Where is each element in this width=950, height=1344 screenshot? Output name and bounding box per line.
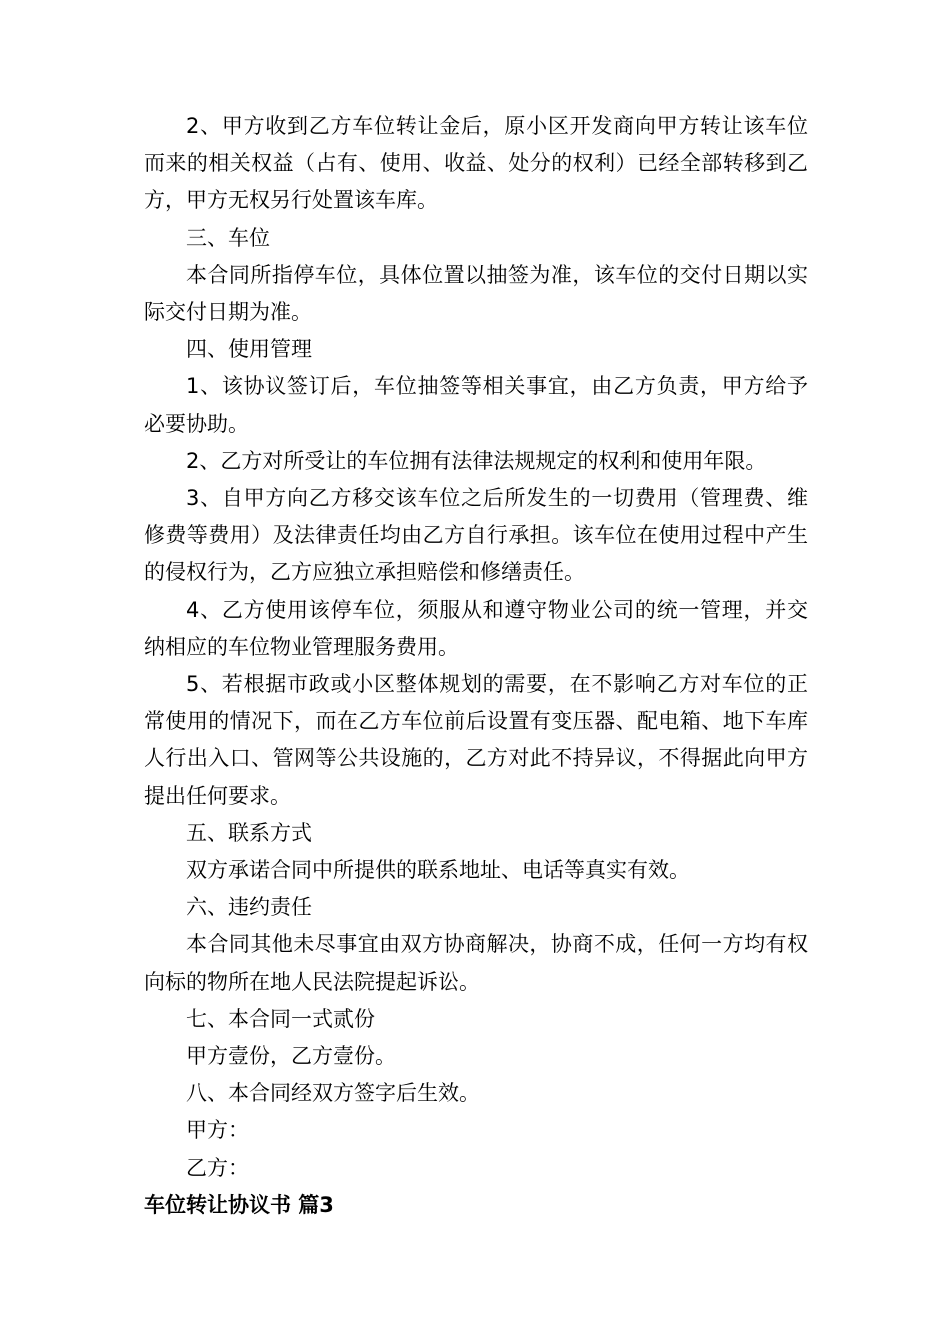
party-a-signature-line: 甲方： [186, 1118, 249, 1143]
section-title-effective: 八、本合同经双方签字后生效。 [186, 1081, 480, 1106]
section-title-usage-management: 四、使用管理 [186, 337, 312, 362]
party-b-signature-line: 乙方： [186, 1155, 249, 1180]
paragraph-property-management: 4、乙方使用该停车位，须服从和遵守物业公司的统一管理，并交纳相应的车位物业管理服务费用。 [144, 597, 808, 659]
paragraph-lottery-matters: 1、该协议签订后，车位抽签等相关事宜，由乙方负责，甲方给予必要协助。 [144, 374, 808, 436]
section-heading: 车位转让协议书 篇3 [144, 1192, 334, 1217]
paragraph-fees-liability: 3、自甲方向乙方移交该车位之后所发生的一切费用（管理费、维修费等费用）及法律责任均由乙方自行承担。该车位在使用过程中产生的侵权行为，乙方应独立承担赔偿和修缮责任。 [144, 486, 808, 585]
section-title-contact: 五、联系方式 [186, 820, 312, 845]
section-title-copies: 七、本合同一式贰份 [186, 1006, 375, 1031]
paragraph-transfer-rights: 2、甲方收到乙方车位转让金后，原小区开发商向甲方转让该车位而来的相关权益（占有、使用、收益、处分的权利）已经全部转移到乙方，甲方无权另行处置该车库。 [144, 114, 808, 213]
paragraph-usage-rights: 2、乙方对所受让的车位拥有法律法规规定的权利和使用年限。 [186, 448, 767, 473]
section-title-parking-space: 三、车位 [186, 225, 270, 250]
paragraph-contact-info: 双方承诺合同中所提供的联系地址、电话等真实有效。 [186, 858, 690, 883]
section-title-breach: 六、违约责任 [186, 895, 312, 920]
paragraph-parking-location: 本合同所指停车位，具体位置以抽签为准，该车位的交付日期以实际交付日期为准。 [144, 262, 808, 325]
document-body [144, 108, 808, 1224]
paragraph-public-facilities: 5、若根据市政或小区整体规划的需要，在不影响乙方对车位的正常使用的情况下，而在乙方车位前后设置有变压器、配电箱、地下车库人行出入口、管网等公共设施的，乙方对此不持异议，不得据此向甲方提出任何要求。 [144, 672, 808, 808]
paragraph-dispute-resolution: 本合同其他未尽事宜由双方协商解决，协商不成，任何一方均有权向标的物所在地人民法院提起诉讼。 [144, 932, 808, 994]
paragraph-copies-each: 甲方壹份，乙方壹份。 [186, 1044, 396, 1069]
